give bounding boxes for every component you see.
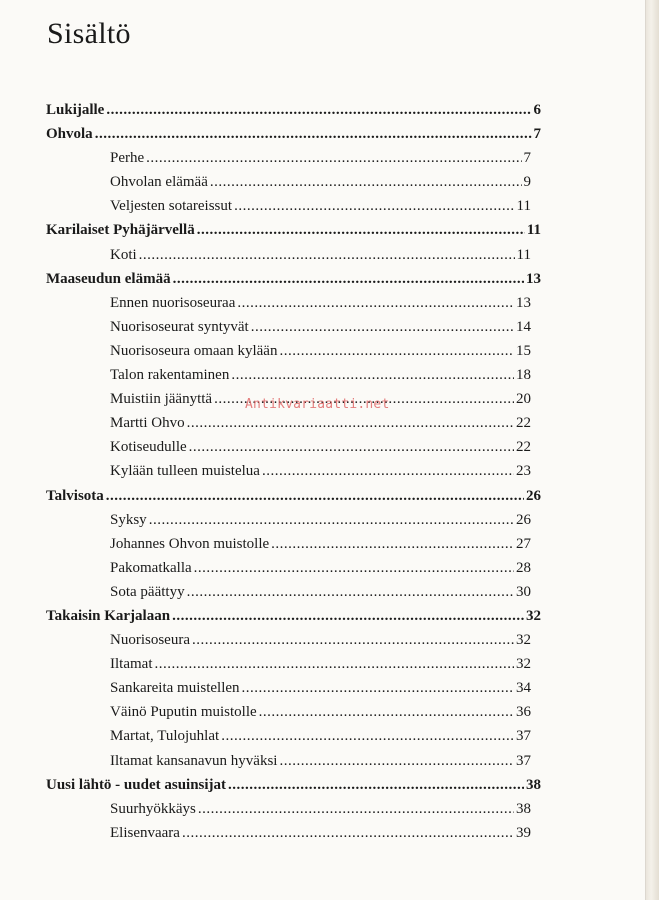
- toc-entry-title: Iltamat: [110, 656, 153, 673]
- toc-entry-title: Talon rakentaminen: [110, 367, 230, 384]
- toc-entry-title: Maaseudun elämää: [46, 270, 171, 287]
- toc-entry-title: Johannes Ohvon muistolle: [110, 535, 270, 552]
- dot-leader: [242, 676, 514, 700]
- toc-entry-title: Martti Ohvo: [110, 415, 185, 432]
- toc-section-entry: [110, 532, 531, 556]
- dot-leader: [172, 604, 524, 628]
- toc-page-number: 38: [516, 800, 531, 817]
- dot-leader: [197, 218, 525, 242]
- toc-page-number: 27: [516, 535, 531, 552]
- toc-page-number: 7: [533, 126, 541, 143]
- dot-leader: [259, 700, 514, 724]
- toc-page-number: 9: [523, 174, 531, 191]
- dot-leader: [173, 267, 524, 291]
- toc-entry-title: Muistiin jäänyttä: [110, 391, 213, 408]
- toc-entry-title: Lukijalle: [46, 102, 105, 118]
- toc-chapter-entry: [46, 604, 541, 628]
- toc-chapter-entry: [46, 98, 541, 122]
- toc-section-entry: [110, 435, 531, 459]
- toc-section-entry: [110, 315, 531, 339]
- table-of-contents: [0, 98, 645, 845]
- toc-chapter-entry: [46, 484, 541, 508]
- dot-leader: [228, 773, 524, 797]
- dot-leader: [279, 339, 514, 363]
- dot-leader: [187, 411, 514, 435]
- dot-leader: [154, 652, 514, 676]
- toc-section-entry: [110, 411, 531, 435]
- dot-leader: [192, 628, 514, 652]
- toc-section-entry: [110, 363, 531, 387]
- dot-leader: [251, 315, 514, 339]
- toc-chapter-entry: [46, 773, 541, 797]
- toc-page-number: 6: [533, 102, 541, 118]
- toc-entry-title: Nuorisoseura: [110, 632, 190, 649]
- toc-section-entry: [110, 797, 531, 821]
- toc-page-number: 36: [516, 704, 531, 721]
- toc-section-entry: [110, 170, 531, 194]
- toc-entry-title: Perhe: [110, 150, 145, 167]
- toc-entry-title: Syksy: [110, 511, 147, 528]
- dot-leader: [106, 98, 531, 122]
- toc-page-number: 11: [526, 222, 541, 239]
- toc-entry-title: Koti: [110, 246, 137, 263]
- toc-chapter-entry: [46, 218, 541, 242]
- dot-leader: [237, 291, 514, 315]
- dot-leader: [210, 170, 522, 194]
- watermark-text: Antikvariaatti.net: [245, 397, 390, 412]
- dot-leader: [221, 724, 514, 748]
- toc-page-number: 18: [516, 367, 531, 384]
- dot-leader: [139, 243, 515, 267]
- toc-entry-title: Kylään tulleen muistelua: [110, 463, 260, 480]
- toc-page-number: 14: [516, 318, 531, 335]
- dot-leader: [231, 363, 514, 387]
- toc-entry-title: Karilaiset Pyhäjärvellä: [46, 222, 195, 239]
- toc-page-number: 7: [523, 150, 531, 167]
- toc-entry-title: Pakomatkalla: [110, 559, 192, 576]
- toc-page-number: 37: [516, 752, 531, 769]
- toc-chapter-entry: [46, 122, 541, 146]
- toc-page-number: 30: [516, 583, 531, 600]
- dot-leader: [198, 797, 514, 821]
- toc-page-number: 38: [526, 776, 541, 793]
- toc-entry-title: Takaisin Karjalaan: [46, 607, 171, 624]
- dot-leader: [146, 146, 521, 170]
- toc-page-number: 34: [516, 680, 531, 697]
- toc-entry-title: Veljesten sotareissut: [110, 198, 233, 215]
- toc-page-number: 32: [516, 632, 531, 649]
- toc-page-number: 32: [526, 607, 541, 624]
- dot-leader: [262, 459, 514, 483]
- toc-entry-title: Nuorisoseura omaan kylään: [110, 342, 278, 359]
- toc-entry-title: Ohvolan elämää: [110, 174, 208, 191]
- dot-leader: [189, 435, 514, 459]
- toc-page-number: 39: [516, 824, 531, 841]
- toc-page-number: 20: [516, 391, 531, 408]
- toc-section-entry: [110, 821, 531, 845]
- toc-section-entry: [110, 556, 531, 580]
- toc-page-number: 37: [516, 728, 531, 745]
- toc-entry-title: Ennen nuorisoseuraa: [110, 294, 236, 311]
- toc-page-number: 22: [516, 439, 531, 456]
- toc-section-entry: [110, 749, 531, 773]
- toc-section-entry: [110, 459, 531, 483]
- toc-page-number: 11: [516, 246, 531, 263]
- toc-entry-title: Ohvola: [46, 126, 93, 143]
- toc-section-entry: [110, 724, 531, 748]
- dot-leader: [95, 122, 532, 146]
- dot-leader: [271, 532, 514, 556]
- toc-page-number: 26: [516, 511, 531, 528]
- dot-leader: [149, 508, 514, 532]
- toc-page-number: 32: [516, 656, 531, 673]
- toc-entry-title: Väinö Puputin muistolle: [110, 704, 257, 721]
- dot-leader: [279, 749, 514, 773]
- toc-page-number: 22: [516, 415, 531, 432]
- toc-entry-title: Uusi lähtö - uudet asuinsijat: [46, 776, 227, 793]
- toc-chapter-entry: [46, 267, 541, 291]
- toc-section-entry: [110, 508, 531, 532]
- toc-page-number: 23: [516, 463, 531, 480]
- toc-section-entry: [110, 243, 531, 267]
- dot-leader: [194, 556, 514, 580]
- toc-page-number: 11: [516, 198, 531, 215]
- toc-page-number: 28: [516, 559, 531, 576]
- toc-section-entry: [110, 339, 531, 363]
- toc-section-entry: [110, 146, 531, 170]
- toc-entry-title: Talvisota: [46, 487, 104, 504]
- toc-page-number: 15: [516, 342, 531, 359]
- toc-entry-title: Suurhyökkäys: [110, 800, 196, 817]
- page-title: Sisältö: [47, 17, 131, 50]
- toc-section-entry: [110, 628, 531, 652]
- toc-entry-title: Iltamat kansanavun hyväksi: [110, 752, 278, 769]
- toc-entry-title: Sankareita muistellen: [110, 680, 240, 697]
- toc-entry-title: Kotiseudulle: [110, 439, 187, 456]
- dot-leader: [187, 580, 514, 604]
- toc-section-entry: [110, 700, 531, 724]
- toc-page-number: 13: [526, 270, 541, 287]
- toc-entry-title: Nuorisoseurat syntyvät: [110, 318, 249, 335]
- toc-entry-title: Martat, Tulojuhlat: [110, 728, 220, 745]
- page-edge: [646, 0, 659, 900]
- toc-section-entry: [110, 652, 531, 676]
- toc-section-entry: [110, 291, 531, 315]
- toc-section-entry: [110, 194, 531, 218]
- toc-section-entry: [110, 580, 531, 604]
- toc-page-number: 13: [516, 294, 531, 311]
- dot-leader: [106, 484, 524, 508]
- dot-leader: [182, 821, 514, 845]
- dot-leader: [234, 194, 514, 218]
- toc-page-number: 26: [526, 487, 541, 504]
- toc-entry-title: Elisenvaara: [110, 824, 180, 841]
- toc-entry-title: Sota päättyy: [110, 583, 185, 600]
- toc-section-entry: [110, 676, 531, 700]
